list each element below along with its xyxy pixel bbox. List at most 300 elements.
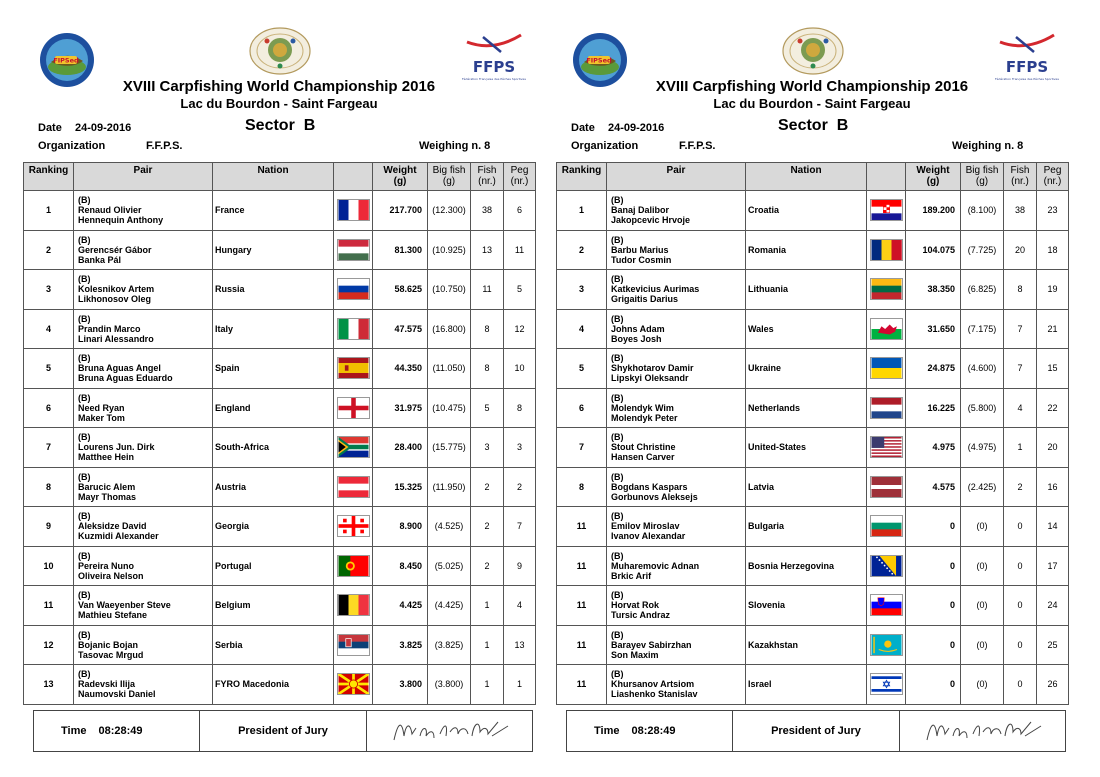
nation-cell: Bulgaria: [746, 507, 867, 547]
sheet-footer: [33, 710, 533, 752]
pair-member-2: Tursic Andraz: [611, 610, 671, 621]
table-row: [557, 270, 1069, 310]
pair-sector-tag: (B): [78, 353, 91, 364]
table-header-row: [24, 163, 536, 191]
pair-cell: [607, 665, 746, 705]
big-fish-cell: (0): [961, 665, 1004, 705]
pair-member-1: Aleksidze David: [78, 521, 147, 532]
nation-cell: Russia: [213, 270, 334, 310]
weight-cell: 44.350: [373, 349, 428, 389]
ranking-cell: 1: [557, 191, 607, 231]
pair-sector-tag: (B): [78, 313, 91, 324]
peg-cell: 14: [1037, 507, 1069, 547]
nation-cell: Bosnia Herzegovina: [746, 546, 867, 586]
pair-member-1: Barbu Marius: [611, 244, 669, 255]
pair-cell: [74, 349, 213, 389]
sheet-footer: [566, 710, 1066, 752]
pair-member-2: Oliveira Nelson: [78, 570, 144, 581]
ranking-cell: 4: [24, 309, 74, 349]
pair-cell: [74, 507, 213, 547]
peg-cell: 5: [504, 270, 536, 310]
time-value: 08:28:49: [631, 725, 676, 737]
nation-cell: Italy: [213, 309, 334, 349]
column-header-peg: Peg (nr.): [1037, 163, 1069, 191]
column-header-ranking: Ranking: [24, 163, 74, 191]
flag-cell: [867, 349, 906, 389]
ranking-cell: 5: [24, 349, 74, 389]
peg-cell: 1: [504, 665, 536, 705]
fipsed-badge-text: FIPSed: [53, 56, 79, 65]
weight-cell: 189.200: [906, 191, 961, 231]
table-row: [557, 230, 1069, 270]
big-fish-cell: (10.925): [428, 230, 471, 270]
weight-cell: 3.825: [373, 625, 428, 665]
flag-cell: [867, 625, 906, 665]
peg-cell: 6: [504, 191, 536, 231]
ranking-cell: 8: [557, 467, 607, 507]
nation-cell: Ukraine: [746, 349, 867, 389]
pair-sector-tag: (B): [611, 590, 624, 601]
pair-member-2: Matthee Hein: [78, 452, 135, 463]
peg-cell: 7: [504, 507, 536, 547]
pair-sector-tag: (B): [78, 234, 91, 245]
pair-member-2: Brkic Arif: [611, 570, 652, 581]
time-label: Time: [594, 725, 620, 737]
weight-cell: 0: [906, 625, 961, 665]
sector-heading: Sector B: [778, 117, 849, 134]
pair-cell: [607, 270, 746, 310]
pair-member-1: Shykhotarov Damir: [611, 363, 694, 374]
pair-member-2: Boyes Josh: [611, 333, 662, 344]
pair-sector-tag: (B): [78, 274, 91, 285]
big-fish-cell: (0): [961, 625, 1004, 665]
big-fish-cell: (8.100): [961, 191, 1004, 231]
time-box: [567, 711, 733, 751]
weighing-number: Weighing n. 8: [952, 140, 1024, 152]
pair-member-2: Hansen Carver: [611, 452, 675, 463]
peg-cell: 15: [1037, 349, 1069, 389]
nation-cell: Austria: [213, 467, 334, 507]
peg-cell: 24: [1037, 586, 1069, 626]
pair-member-2: Banka Pál: [78, 254, 122, 265]
pair-member-1: Renaud Olivier: [78, 205, 142, 216]
pair-member-2: Tudor Cosmin: [611, 254, 672, 265]
flag-cell: [334, 665, 373, 705]
president-of-jury-label: President of Jury: [200, 711, 367, 751]
nation-cell: Serbia: [213, 625, 334, 665]
championship-title: XVIII Carpfishing World Championship 2016: [122, 78, 436, 95]
peg-cell: 26: [1037, 665, 1069, 705]
pair-cell: [607, 586, 746, 626]
column-header-weight: Weight (g): [373, 163, 428, 191]
pair-sector-tag: (B): [611, 195, 624, 206]
pair-sector-tag: (B): [611, 313, 624, 324]
signature-box: [367, 711, 532, 751]
pair-member-2: Tasovac Mrgud: [78, 649, 144, 660]
big-fish-cell: (4.425): [428, 586, 471, 626]
peg-cell: 8: [504, 388, 536, 428]
date-value: 24-09-2016: [608, 122, 665, 134]
ranking-cell: 7: [24, 428, 74, 468]
pair-sector-tag: (B): [611, 392, 624, 403]
pair-member-1: Emilov Miroslav: [611, 521, 680, 532]
column-header-fish: Fish (nr.): [471, 163, 504, 191]
pair-sector-tag: (B): [78, 550, 91, 561]
fish-count-cell: 5: [471, 388, 504, 428]
fish-count-cell: 3: [471, 428, 504, 468]
pair-sector-tag: (B): [78, 511, 91, 522]
nation-cell: Spain: [213, 349, 334, 389]
pair-member-1: Barucic Alem: [78, 481, 136, 492]
weight-cell: 4.575: [906, 467, 961, 507]
russia-flag: [337, 278, 370, 300]
ffps-logo-text: FFPS: [1005, 58, 1049, 76]
weight-cell: 31.650: [906, 309, 961, 349]
pair-sector-tag: (B): [611, 234, 624, 245]
fish-count-cell: 0: [1004, 546, 1037, 586]
hungary-flag: [337, 239, 370, 261]
flag-cell: [867, 270, 906, 310]
table-row: [24, 507, 536, 547]
ranking-cell: 10: [24, 546, 74, 586]
peg-cell: 10: [504, 349, 536, 389]
pair-cell: [607, 546, 746, 586]
wales-flag: [870, 318, 903, 340]
pair-member-2: Lipskyi Oleksandr: [611, 373, 689, 384]
fish-count-cell: 7: [1004, 309, 1037, 349]
column-header-flag: [867, 163, 906, 191]
weight-cell: 0: [906, 586, 961, 626]
pair-sector-tag: (B): [611, 432, 624, 443]
pair-member-2: Ivanov Alexandar: [611, 531, 686, 542]
ukraine-flag: [870, 357, 903, 379]
pair-cell: [74, 428, 213, 468]
championship-title: XVIII Carpfishing World Championship 2016: [655, 78, 969, 95]
fish-count-cell: 1: [471, 665, 504, 705]
fish-count-cell: 4: [1004, 388, 1037, 428]
flag-cell: [867, 467, 906, 507]
column-header-peg: Peg (nr.): [504, 163, 536, 191]
pair-cell: [607, 349, 746, 389]
time-label: Time: [61, 725, 87, 737]
big-fish-cell: (0): [961, 586, 1004, 626]
ffps-logo-text: FFPS: [472, 58, 516, 76]
big-fish-cell: (10.750): [428, 270, 471, 310]
pair-cell: [74, 270, 213, 310]
fish-count-cell: 8: [1004, 270, 1037, 310]
pair-member-2: Mayr Thomas: [78, 491, 137, 502]
flag-cell: [334, 388, 373, 428]
ranking-cell: 3: [24, 270, 74, 310]
weight-cell: 81.300: [373, 230, 428, 270]
ranking-cell: 11: [557, 546, 607, 586]
column-header-flag: [334, 163, 373, 191]
pair-sector-tag: (B): [78, 195, 91, 206]
croatia-flag: [870, 199, 903, 221]
pair-sector-tag: (B): [78, 590, 91, 601]
fish-count-cell: 0: [1004, 625, 1037, 665]
pair-sector-tag: (B): [611, 274, 624, 285]
ranking-cell: 2: [24, 230, 74, 270]
championship-emblem: [249, 26, 311, 76]
table-row: [24, 349, 536, 389]
peg-cell: 21: [1037, 309, 1069, 349]
pair-member-1: Pereira Nuno: [78, 560, 135, 571]
macedonia-flag: [337, 673, 370, 695]
peg-cell: 12: [504, 309, 536, 349]
pair-member-2: Jakopcevic Hrvoje: [611, 215, 691, 226]
peg-cell: 13: [504, 625, 536, 665]
time-box: [34, 711, 200, 751]
weight-cell: 8.900: [373, 507, 428, 547]
pair-sector-tag: (B): [611, 669, 624, 680]
ranking-cell: 11: [557, 586, 607, 626]
table-row: [24, 586, 536, 626]
ranking-cell: 11: [557, 665, 607, 705]
table-row: [557, 467, 1069, 507]
peg-cell: 3: [504, 428, 536, 468]
fish-count-cell: 11: [471, 270, 504, 310]
serbia-flag: [337, 634, 370, 656]
table-row: [24, 191, 536, 231]
nation-cell: Romania: [746, 230, 867, 270]
pair-member-2: Gorbunovs Aleksejs: [611, 491, 698, 502]
table-row: [557, 191, 1069, 231]
weight-cell: 31.975: [373, 388, 428, 428]
pair-member-2: Likhonosov Oleg: [78, 294, 152, 305]
column-header-big-fish: Big fish (g): [428, 163, 471, 191]
fish-count-cell: 13: [471, 230, 504, 270]
romania-flag: [870, 239, 903, 261]
table-header-row: [557, 163, 1069, 191]
pair-member-1: Kolesnikov Artem: [78, 284, 155, 295]
fish-count-cell: 0: [1004, 507, 1037, 547]
latvia-flag: [870, 476, 903, 498]
big-fish-cell: (2.425): [961, 467, 1004, 507]
nation-cell: Kazakhstan: [746, 625, 867, 665]
jury-signature: [921, 714, 1045, 748]
flag-cell: [867, 586, 906, 626]
pair-cell: [74, 230, 213, 270]
pair-cell: [607, 388, 746, 428]
georgia-flag: [337, 515, 370, 537]
sector-heading: Sector B: [245, 117, 316, 134]
nation-cell: Belgium: [213, 586, 334, 626]
nation-cell: Hungary: [213, 230, 334, 270]
table-row: [24, 467, 536, 507]
big-fish-cell: (7.725): [961, 230, 1004, 270]
weight-cell: 24.875: [906, 349, 961, 389]
pair-member-1: Muharemovic Adnan: [611, 560, 700, 571]
pair-cell: [607, 230, 746, 270]
big-fish-cell: (0): [961, 546, 1004, 586]
ffps-logo-subtitle: Fédération Française des Pêches Sportives: [462, 77, 526, 81]
pair-cell: [74, 625, 213, 665]
bulgaria-flag: [870, 515, 903, 537]
big-fish-cell: (7.175): [961, 309, 1004, 349]
fish-count-cell: 2: [471, 546, 504, 586]
pair-sector-tag: (B): [611, 629, 624, 640]
big-fish-cell: (11.050): [428, 349, 471, 389]
fish-count-cell: 1: [471, 586, 504, 626]
table-row: [557, 665, 1069, 705]
table-row: [557, 586, 1069, 626]
big-fish-cell: (5.025): [428, 546, 471, 586]
peg-cell: 16: [1037, 467, 1069, 507]
column-header-nation: Nation: [746, 163, 867, 191]
pair-member-1: Banaj Dalibor: [611, 205, 670, 216]
fish-count-cell: 8: [471, 309, 504, 349]
pair-member-2: Liashenko Stanislav: [611, 689, 698, 700]
fish-count-cell: 1: [1004, 428, 1037, 468]
jury-signature: [388, 714, 512, 748]
fish-count-cell: 38: [471, 191, 504, 231]
peg-cell: 20: [1037, 428, 1069, 468]
slovenia-flag: [870, 594, 903, 616]
fish-count-cell: 2: [471, 507, 504, 547]
column-header-weight: Weight (g): [906, 163, 961, 191]
pair-member-1: Barayev Sabirzhan: [611, 639, 692, 650]
pair-member-1: Katkevicius Aurimas: [611, 284, 700, 295]
pair-member-1: Prandin Marco: [78, 323, 141, 334]
belgium-flag: [337, 594, 370, 616]
pair-member-1: Gerencsér Gábor: [78, 244, 152, 255]
kazakhstan-flag: [870, 634, 903, 656]
south-africa-flag: [337, 436, 370, 458]
weight-cell: 15.325: [373, 467, 428, 507]
fish-count-cell: 8: [471, 349, 504, 389]
table-row: [24, 428, 536, 468]
fish-count-cell: 7: [1004, 349, 1037, 389]
pair-member-1: Lourens Jun. Dirk: [78, 442, 155, 453]
pair-member-1: Johns Adam: [611, 323, 665, 334]
weight-cell: 16.225: [906, 388, 961, 428]
table-row: [557, 349, 1069, 389]
flag-cell: [867, 388, 906, 428]
pair-sector-tag: (B): [611, 550, 624, 561]
pair-cell: [607, 467, 746, 507]
peg-cell: 19: [1037, 270, 1069, 310]
flag-cell: [867, 665, 906, 705]
nation-cell: South-Africa: [213, 428, 334, 468]
weight-cell: 0: [906, 507, 961, 547]
spain-flag: [337, 357, 370, 379]
big-fish-cell: (16.800): [428, 309, 471, 349]
ranking-cell: 4: [557, 309, 607, 349]
nation-cell: Wales: [746, 309, 867, 349]
column-header-pair: Pair: [74, 163, 213, 191]
weight-cell: 4.425: [373, 586, 428, 626]
date-label: Date: [38, 122, 62, 134]
weight-cell: 3.800: [373, 665, 428, 705]
fish-count-cell: 0: [1004, 665, 1037, 705]
table-row: [24, 665, 536, 705]
organization-label: Organization: [38, 140, 106, 152]
england-flag: [337, 397, 370, 419]
venue-subtitle: Lac du Bourdon - Saint Fargeau: [180, 96, 378, 111]
nation-cell: Latvia: [746, 467, 867, 507]
pair-sector-tag: (B): [611, 353, 624, 364]
ffps-logo-subtitle: Fédération Française des Pêches Sportives: [995, 77, 1059, 81]
flag-cell: [334, 467, 373, 507]
fish-count-cell: 2: [1004, 467, 1037, 507]
weight-cell: 104.075: [906, 230, 961, 270]
nation-cell: Lithuania: [746, 270, 867, 310]
peg-cell: 11: [504, 230, 536, 270]
pair-member-1: Need Ryan: [78, 402, 125, 413]
organization-label: Organization: [571, 140, 639, 152]
nation-cell: Slovenia: [746, 586, 867, 626]
table-row: [24, 625, 536, 665]
pair-sector-tag: (B): [78, 669, 91, 680]
pair-cell: [607, 309, 746, 349]
pair-member-2: Linari Alessandro: [78, 333, 154, 344]
pair-cell: [74, 309, 213, 349]
ranking-cell: 3: [557, 270, 607, 310]
table-row: [557, 546, 1069, 586]
flag-cell: [867, 428, 906, 468]
weight-cell: 8.450: [373, 546, 428, 586]
weight-cell: 0: [906, 665, 961, 705]
ranking-cell: 9: [24, 507, 74, 547]
ranking-cell: 6: [24, 388, 74, 428]
big-fish-cell: (12.300): [428, 191, 471, 231]
flag-cell: [334, 507, 373, 547]
ranking-cell: 2: [557, 230, 607, 270]
table-row: [557, 388, 1069, 428]
column-header-pair: Pair: [607, 163, 746, 191]
table-row: [557, 507, 1069, 547]
ranking-cell: 5: [557, 349, 607, 389]
pair-member-2: Hennequin Anthony: [78, 215, 164, 226]
pair-member-2: Molendyk Peter: [611, 412, 678, 423]
austria-flag: [337, 476, 370, 498]
nation-cell: Georgia: [213, 507, 334, 547]
usa-flag: [870, 436, 903, 458]
fish-count-cell: 2: [471, 467, 504, 507]
pair-cell: [74, 586, 213, 626]
pair-cell: [607, 507, 746, 547]
big-fish-cell: (11.950): [428, 467, 471, 507]
pair-member-1: Bogdans Kaspars: [611, 481, 688, 492]
championship-emblem: [782, 26, 844, 76]
ranking-cell: 11: [24, 586, 74, 626]
fish-count-cell: 0: [1004, 586, 1037, 626]
results-sheet-left: [23, 0, 535, 777]
ranking-cell: 6: [557, 388, 607, 428]
weight-cell: 217.700: [373, 191, 428, 231]
table-row: [557, 428, 1069, 468]
nation-cell: Israel: [746, 665, 867, 705]
pair-cell: [74, 191, 213, 231]
lithuania-flag: [870, 278, 903, 300]
flag-cell: [334, 586, 373, 626]
weight-cell: 38.350: [906, 270, 961, 310]
weight-cell: 4.975: [906, 428, 961, 468]
organization-value: F.F.P.S.: [679, 140, 716, 152]
fish-count-cell: 20: [1004, 230, 1037, 270]
nation-cell: Netherlands: [746, 388, 867, 428]
pair-sector-tag: (B): [78, 432, 91, 443]
column-header-nation: Nation: [213, 163, 334, 191]
italy-flag: [337, 318, 370, 340]
nation-cell: FYRO Macedonia: [213, 665, 334, 705]
israel-flag: [870, 673, 903, 695]
big-fish-cell: (5.800): [961, 388, 1004, 428]
flag-cell: [334, 349, 373, 389]
big-fish-cell: (6.825): [961, 270, 1004, 310]
table-row: [557, 309, 1069, 349]
